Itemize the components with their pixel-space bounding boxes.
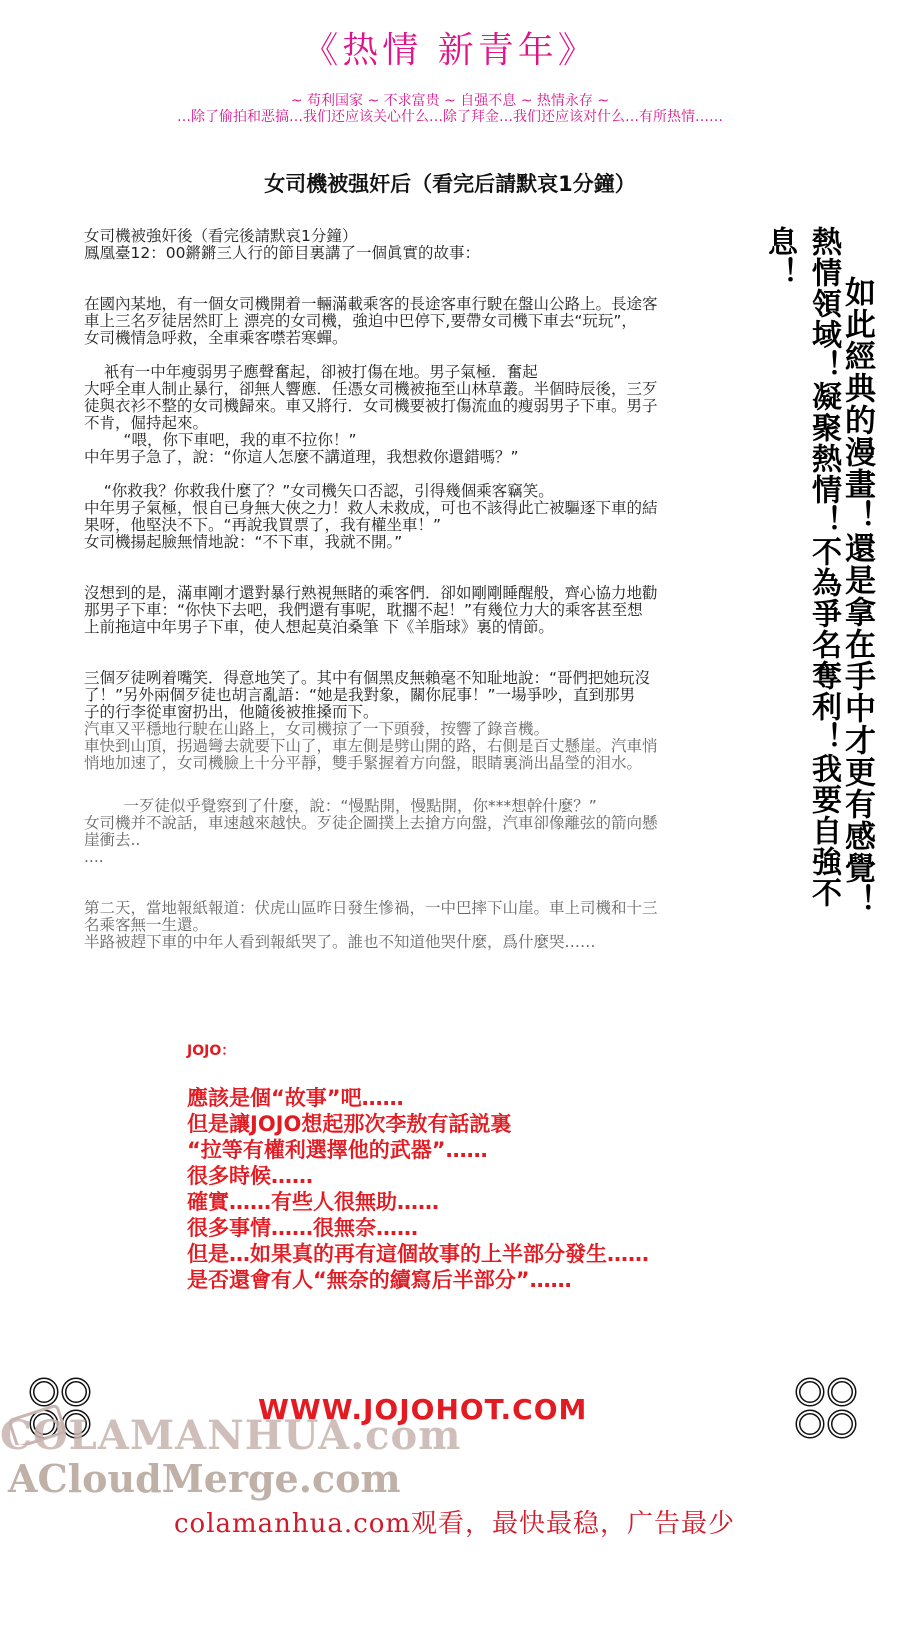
vertical-slogans: [762, 226, 880, 966]
knot-ornament-icon: [790, 1372, 862, 1444]
commentary-line: 但是讓JOJO想起那次李敖有話説裏: [187, 1112, 512, 1136]
motto-line-1: ~ 苟利国家 ~ 不求富贵 ~ 自强不息 ~ 热情永存 ~: [290, 93, 610, 109]
article-title: 女司機被强奸后（看完后請默哀1分鐘）: [264, 172, 636, 196]
commentary-line: 很多事情……很無奈……: [187, 1216, 418, 1240]
commentary-line: 很多時候……: [187, 1164, 313, 1188]
watermark-colamanhua: COLAMANHUA.com: [0, 1412, 462, 1459]
article-paragraph: 汽車又平穩地行駛在山路上，女司機掠了一下頭發，按響了錄音機。 車快到山頂，拐過彎去就要下山了，車左側是劈山開的路，右側是百丈懸崖。汽車悄 悄地加速了，女司機臉上十分平靜，雙手緊握着方向盤，眼睛裏淌出晶瑩的泪水。: [84, 720, 658, 772]
article-paragraph: 女司機被強奸後（看完後請默哀1分鐘） 鳳凰臺12：00鏘鏘三人行的節目裏講了一個眞實的故事：: [84, 227, 480, 262]
slogan-column-2: 如此經典的漫畫！還是拿在手中才更有感覺！: [839, 276, 875, 916]
article-paragraph: 三個歹徒咧着嘴笑．得意地笑了。其中有個黑皮無賴毫不知耻地說：“哥們把她玩沒 了！”另外兩個歹徒也胡言亂語：“她是我對象，關你屁事！”一場爭吵，直到那男 子的行李從車窗扔出，他隨後被推搡而下。: [84, 669, 651, 721]
article-paragraph: “你救我？你救我什麼了？”女司機矢口否認，引得幾個乘客竊笑。 中年男子氣極，恨自已身無大俠之力！救人未救成，可也不該得此亡被驅逐下車的結 果呀，他堅決不下。“再說我買票了，我有權坐車！” 女司機揚起臉無情地說：“不下車，我就不開。”: [84, 482, 658, 551]
watermark-acloudmerge: ACloudMerge.com: [8, 1456, 401, 1501]
article-paragraph: 沒想到的是，滿車剛才還對暴行熟視無睹的乘客們．卻如剛剛睡醒般，齊心協力地勸 那男子下車：“你快下去吧，我們還有事呢，耽擱不起！”有幾位力大的乘客甚至想 上前拖這中年男子下車，使人想起莫泊桑筆 下《羊脂球》裏的情節。: [84, 584, 658, 636]
article-paragraph: 在國內某地，有一個女司機開着一輛滿載乘客的長途客車行駛在盤山公路上。長途客 車上三名歹徒居然盯上 漂亮的女司機，強迫中巴停下,要帶女司機下車去“玩玩”， 女司機情急呼救，全車乘客噤若寒蟬。: [84, 295, 658, 347]
footer-promo[interactable]: colamanhua.com观看，最快最稳，广告最少: [174, 1509, 736, 1539]
article-paragraph: 一歹徒似乎覺察到了什麼，說：“慢點開，慢點開，你***想幹什麼？” 女司機并不說話，車速越來越快。歹徒企圖撲上去搶方向盤，汽車卻像離弦的箭向懸 崖衝去.. ....: [84, 797, 658, 866]
commentary-line: 確實……有些人很無助……: [187, 1190, 439, 1214]
commentary-block: [187, 1085, 649, 1293]
article-body: [84, 228, 754, 951]
commentary-line: 應該是個“故事”吧……: [187, 1086, 404, 1110]
website-link[interactable]: WWW.JOJOHOT.COM: [258, 1393, 588, 1426]
article-paragraph: 衹有一中年瘦弱男子應聲奮起，卻被打傷在地。男子氣極．奮起 大呼全車人制止暴行，卻無人響應．任憑女司機被拖至山林草叢。半個時辰後，三歹 徒與衣衫不整的女司機歸來。車又將行．女司機要被打傷流血的瘦弱男子下車。男子 不肯，倔持起來。 “喂，你下車吧，我的車不拉你！” 中年男子急了，說：“你這人怎麼不講道理，我想救你還錯嗎？”: [84, 363, 658, 466]
commentary-line: 是否還會有人“無奈的續寫后半部分”……: [187, 1268, 572, 1292]
commentary-label: JOJO：: [187, 1043, 236, 1059]
banner-title: 《热情 新青年》: [302, 30, 598, 71]
article-paragraph: 第二天，當地報紙報道：伏虎山區昨日發生慘禍，一中巴摔下山崖。車上司機和十三 名乘客無一生還。 半路被趕下車的中年人看到報紙哭了。誰也不知道他哭什麼，爲什麼哭……: [84, 899, 658, 951]
commentary-line: “拉等有權利選擇他的武器”……: [187, 1138, 488, 1162]
commentary-line: 但是…如果真的再有這個故事的上半部分發生……: [187, 1242, 649, 1266]
slogan-column-1: 熱情領域！凝聚熱情！不為爭名奪利！我要自強不息！: [762, 226, 841, 908]
motto-line-2: …除了偷拍和恶搞…我们还应该关心什么…除了拜金…我们还应该对什么…有所热情……: [177, 109, 723, 125]
